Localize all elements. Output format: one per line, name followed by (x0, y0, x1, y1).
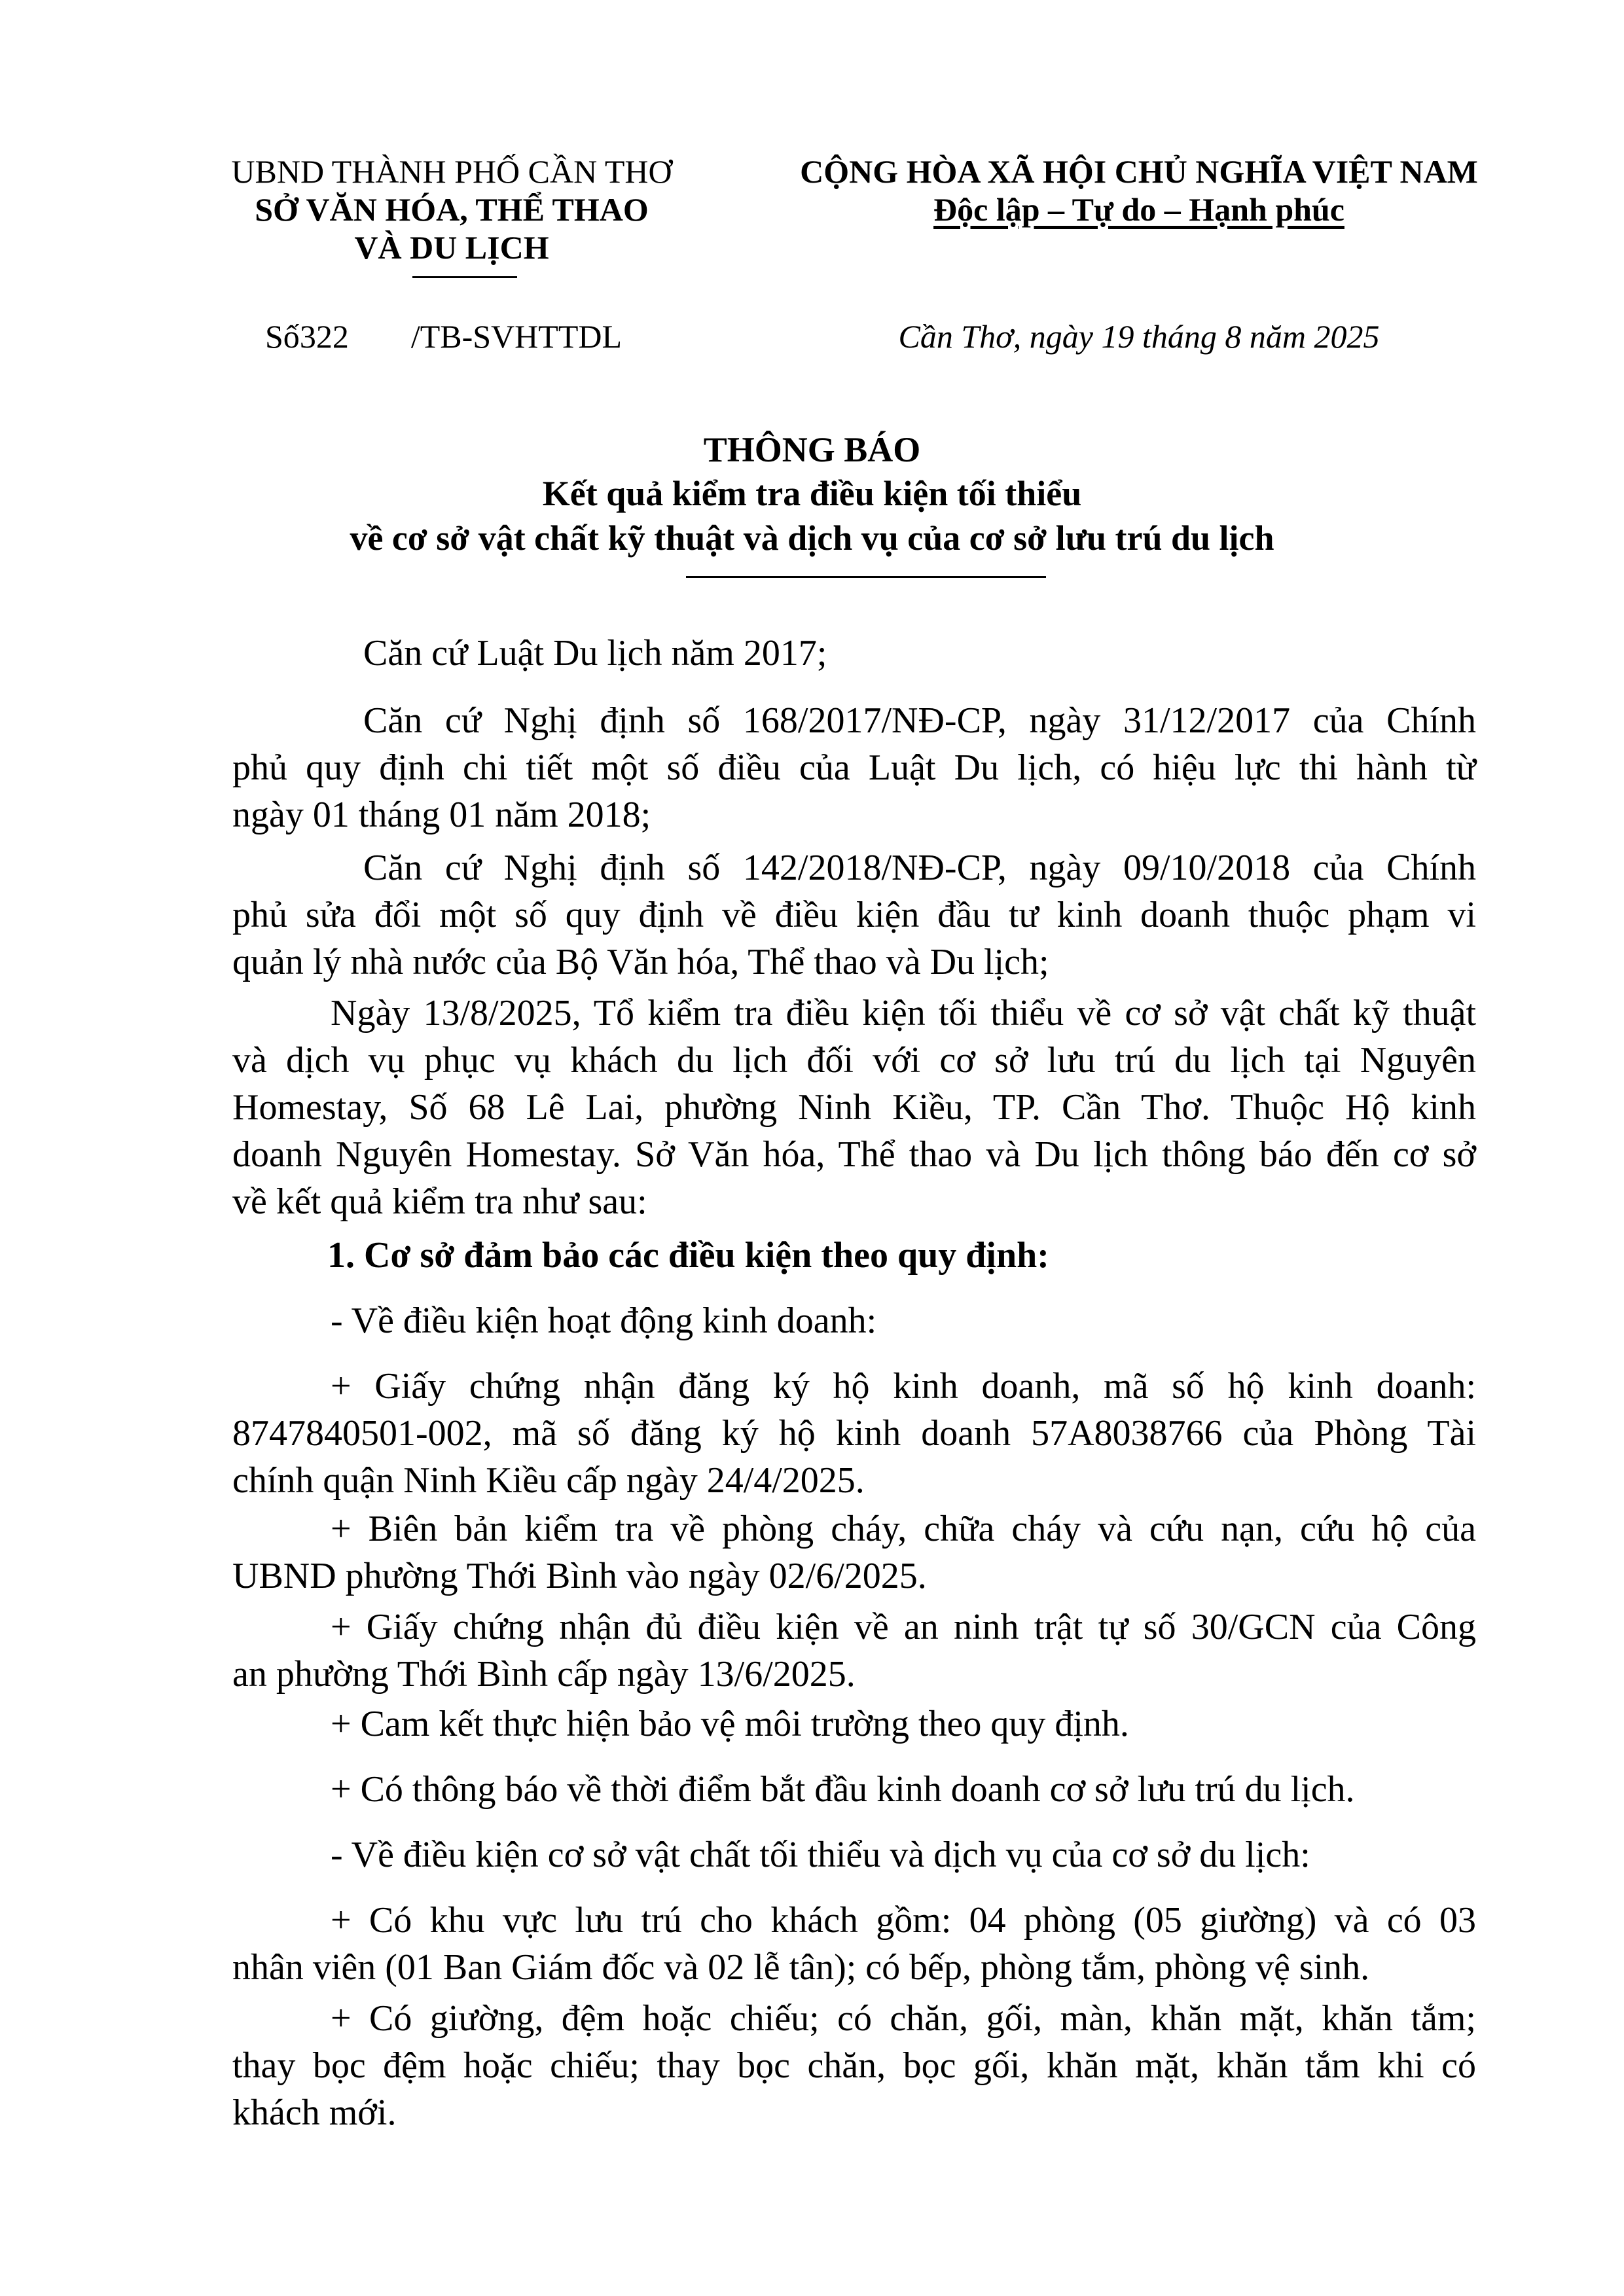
paragraph-inspection-summary (232, 990, 1476, 1225)
national-motto: Độc lập – Tự do – Hạnh phúc (933, 191, 1344, 228)
text-line: ngày 01 tháng 01 năm 2018; (232, 795, 651, 835)
number-prefix: Số (265, 318, 300, 355)
paragraph-facility-conditions (232, 1831, 1476, 1878)
text-line: Ngày 13/8/2025, Tổ kiểm tra điều kiện tối thiểu về cơ sở vật chất kỹ thuật (331, 993, 1476, 1033)
text-line: doanh Nguyên Homestay. Sở Văn hóa, Thể thao và Du lịch thông báo đến cơ sở (232, 1134, 1476, 1175)
document-subtitle-2: về cơ sở vật chất kỹ thuật và dịch vụ của cơ sở lưu trú du lịch (350, 518, 1274, 558)
text-line: + Có thông báo về thời điểm bắt đầu kinh doanh cơ sở lưu trú du lịch. (331, 1769, 1355, 1810)
text-line: Căn cứ Nghị định số 168/2017/NĐ-CP, ngày 31/12/2017 của Chính (363, 700, 1476, 741)
item-bedding (232, 1995, 1476, 2136)
paragraph-legal-basis-2 (232, 697, 1476, 838)
text-line: về kết quả kiểm tra như sau: (232, 1181, 647, 1222)
text-line: chính quận Ninh Kiều cấp ngày 24/4/2025. (232, 1460, 865, 1501)
paragraph-legal-basis-1 (232, 630, 1476, 677)
text-line: 8747840501-002, mã số đăng ký hộ kinh doanh 57A8038766 của Phòng Tài (232, 1413, 1476, 1454)
text-line: Căn cứ Nghị định số 142/2018/NĐ-CP, ngày 09/10/2018 của Chính (363, 848, 1476, 888)
text-line: Homestay, Số 68 Lê Lai, phường Ninh Kiều, TP. Cần Thơ. Thuộc Hộ kinh (232, 1087, 1476, 1128)
text-line: - Về điều kiện cơ sở vật chất tối thiểu và dịch vụ của cơ sở du lịch: (331, 1835, 1310, 1875)
issuer-department: SỞ VĂN HÓA, THỂ THAO (255, 191, 649, 228)
text-line: + Có khu vực lưu trú cho khách gồm: 04 phòng (05 giường) và có 03 (331, 1900, 1476, 1941)
text-line: an phường Thới Bình cấp ngày 13/6/2025. (232, 1654, 856, 1695)
text-line: phủ sửa đổi một số quy định về điều kiện đầu tư kinh doanh thuộc phạm vi (232, 895, 1476, 935)
document-subtitle-1: Kết quả kiểm tra điều kiện tối thiểu (542, 474, 1082, 513)
document-title: THÔNG BÁO (703, 430, 921, 469)
paragraph-legal-basis-3 (232, 844, 1476, 986)
item-environment-commitment (232, 1700, 1476, 1748)
item-security-certificate (232, 1604, 1476, 1698)
title-underline (686, 576, 1046, 578)
paragraph-business-conditions (232, 1297, 1476, 1344)
number-suffix: /TB-SVHTTDL (410, 318, 623, 355)
text-line: khách mới. (232, 2092, 397, 2133)
item-accommodation-area (232, 1897, 1476, 1991)
text-line: nhân viên (01 Ban Giám đốc và 02 lễ tân); có bếp, phòng tắm, phòng vệ sinh. (232, 1947, 1370, 1988)
text-line: + Giấy chứng nhận đăng ký hộ kinh doanh, mã số hộ kinh doanh: (331, 1366, 1476, 1407)
item-fire-safety (232, 1505, 1476, 1600)
text-line: - Về điều kiện hoạt động kinh doanh: (331, 1300, 877, 1341)
text-line: + Giấy chứng nhận đủ điều kiện về an ninh trật tự số 30/GCN của Công (331, 1607, 1476, 1647)
document-number (265, 318, 622, 355)
text-line: UBND phường Thới Bình vào ngày 02/6/2025. (232, 1556, 927, 1596)
header-left-underline (412, 276, 517, 278)
item-business-start-notice (232, 1766, 1476, 1813)
section-1-heading: 1. Cơ sở đảm bảo các điều kiện theo quy định: (327, 1235, 1049, 1276)
text-line: thay bọc đệm hoặc chiếu; thay bọc chăn, bọc gối, khăn mặt, khăn tắm khi có (232, 2045, 1476, 2086)
item-business-registration (232, 1363, 1476, 1504)
text-line: + Biên bản kiểm tra về phòng cháy, chữa cháy và cứu nạn, cứu hộ của (331, 1509, 1476, 1549)
number-value: 322 (299, 318, 349, 355)
text-line: + Cam kết thực hiện bảo vệ môi trường theo quy định. (331, 1704, 1129, 1744)
text-line: và dịch vụ phục vụ khách du lịch đối với cơ sở lưu trú du lịch tại Nguyên (232, 1040, 1476, 1081)
text-line: phủ quy định chi tiết một số điều của Luật Du lịch, có hiệu lực thi hành từ (232, 747, 1476, 788)
issuer-department-cont: VÀ DU LỊCH (354, 229, 549, 266)
issuer-authority: UBND THÀNH PHỐ CẦN THƠ (231, 153, 672, 190)
text-line: + Có giường, đệm hoặc chiếu; có chăn, gối, màn, khăn mặt, khăn tắm; (331, 1998, 1476, 2039)
text-line: Căn cứ Luật Du lịch năm 2017; (363, 633, 827, 673)
national-title: CỘNG HÒA XÃ HỘI CHỦ NGHĨA VIỆT NAM (800, 153, 1478, 190)
text-line: quản lý nhà nước của Bộ Văn hóa, Thể thao và Du lịch; (232, 942, 1049, 982)
document-date: Cần Thơ, ngày 19 tháng 8 năm 2025 (898, 318, 1380, 355)
